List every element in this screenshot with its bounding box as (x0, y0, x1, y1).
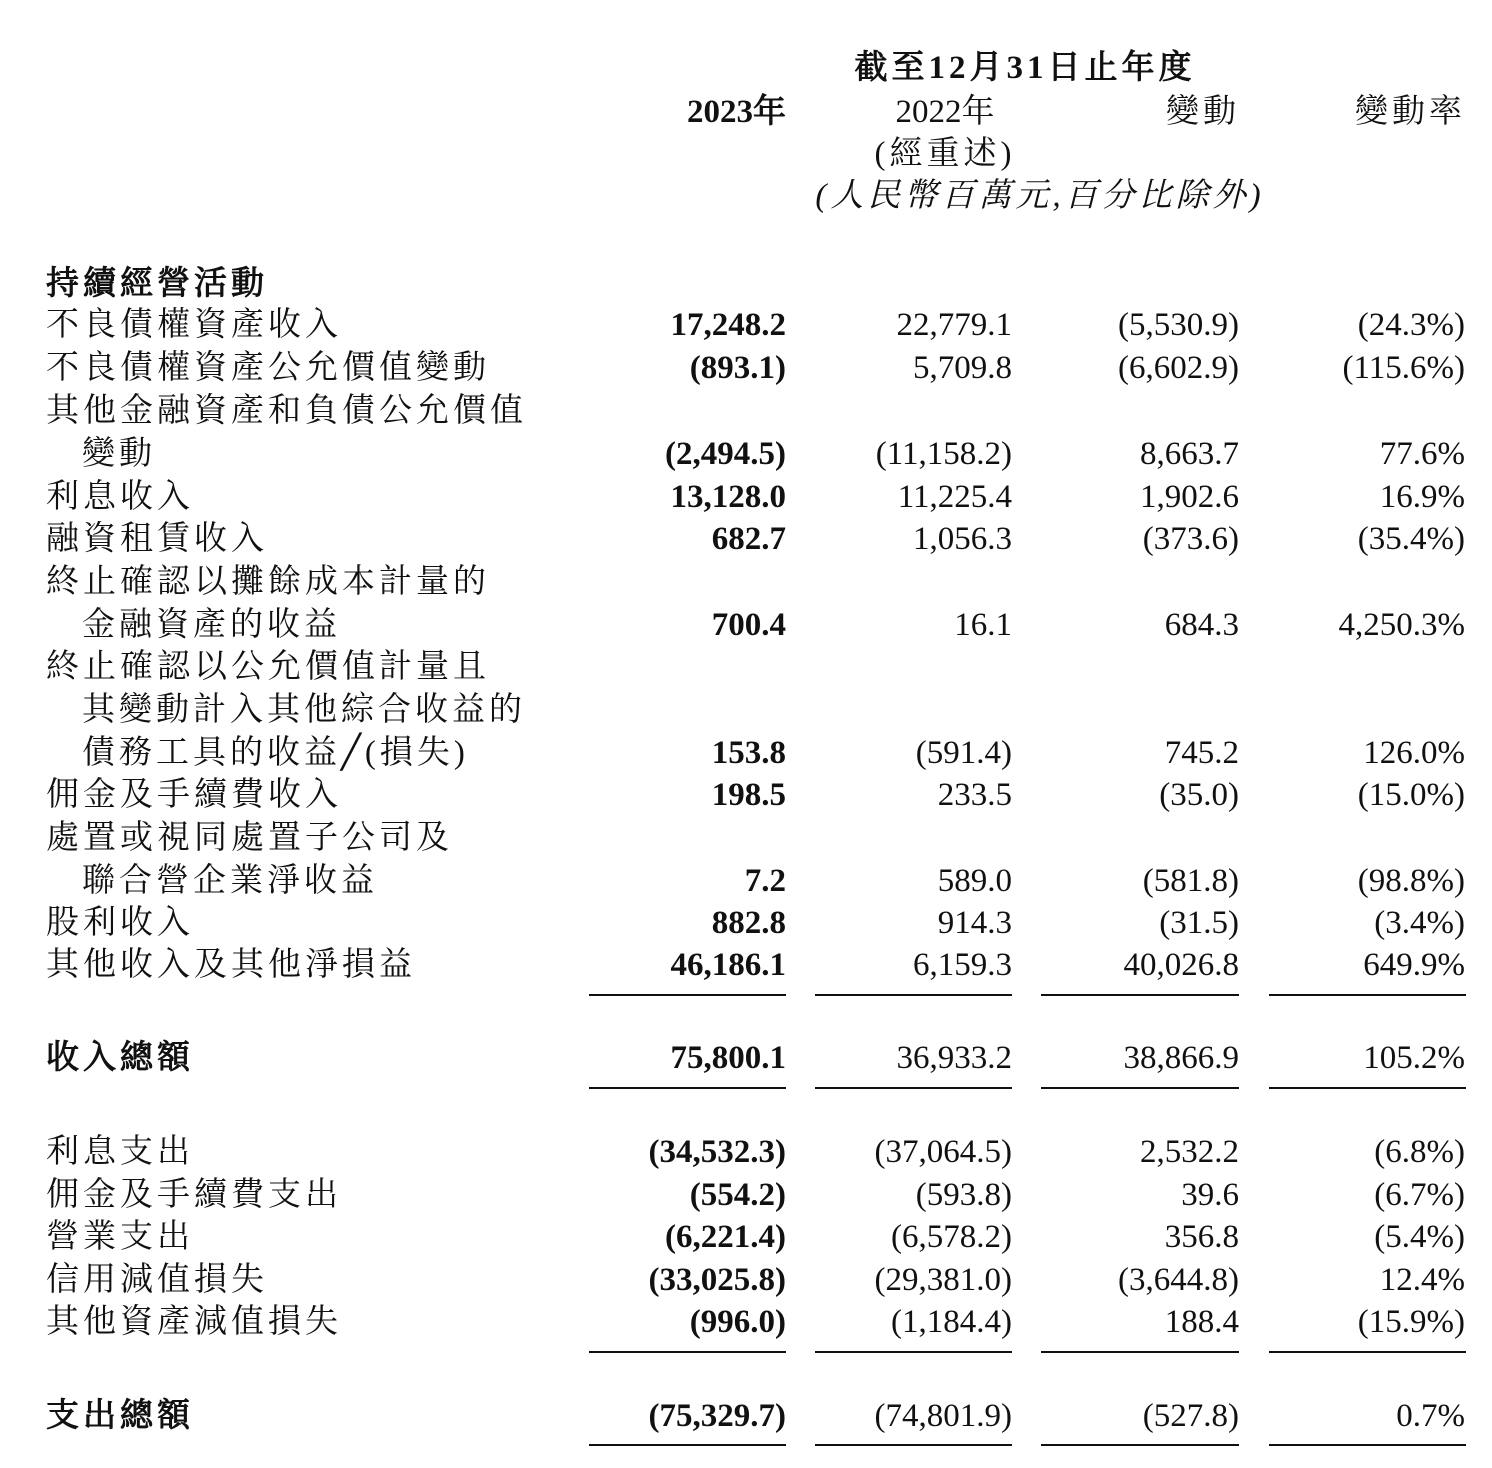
table-row (0, 1259, 1492, 1301)
value-2023: (2,494.5) (665, 436, 786, 472)
total-rule (589, 1444, 786, 1446)
row-label: 收入總額 (46, 1040, 194, 1076)
table-row (0, 774, 1492, 816)
total-rule (1269, 1087, 1466, 1089)
table-row (0, 433, 1492, 475)
value-2022: (593.8) (915, 1177, 1012, 1213)
subtotal-rule (815, 1351, 1012, 1353)
value-2022: 22,779.1 (896, 307, 1012, 343)
value-change: 1,902.6 (1140, 479, 1239, 515)
subtotal-rule (1041, 994, 1239, 996)
value-change: (31.5) (1159, 905, 1239, 941)
value-2022: 11,225.4 (897, 479, 1012, 515)
value-2023: (893.1) (689, 350, 786, 386)
row-label: 其他金融資產和負債公允價值 (46, 393, 527, 429)
table-row (0, 1131, 1492, 1173)
table-row (0, 518, 1492, 560)
row-label: 信用減值損失 (46, 1262, 268, 1298)
row-label: 佣金及手續費支出 (46, 1177, 342, 1213)
value-2023: 7.2 (744, 863, 786, 899)
table-row (0, 902, 1492, 944)
value-change: 38,866.9 (1123, 1040, 1239, 1076)
value-change: 8,663.7 (1140, 436, 1239, 472)
row-label-continued: 其變動計入其他綜合收益的 (82, 692, 526, 728)
value-2023: (33,025.8) (648, 1262, 786, 1298)
row-label: 融資租賃收入 (46, 521, 268, 557)
value-2023: (6,221.4) (665, 1219, 786, 1255)
value-2023: 198.5 (711, 777, 786, 813)
value-2023: 75,800.1 (670, 1040, 786, 1076)
total-rule (589, 1087, 786, 1089)
value-2022: 233.5 (937, 777, 1012, 813)
value-2022: 914.3 (937, 905, 1012, 941)
section-title: 持續經營活動 (46, 266, 268, 302)
column-header-2022: 2022年 (895, 94, 995, 130)
value-change-rate: (5.4%) (1374, 1219, 1465, 1255)
row-label: 終止確認以公允價值計量且 (46, 649, 490, 685)
value-change-rate: (35.4%) (1357, 521, 1465, 557)
value-change: 40,026.8 (1123, 947, 1239, 983)
table-row-label-line (0, 390, 1492, 432)
value-change: (5,530.9) (1118, 307, 1239, 343)
value-change-rate: 126.0% (1363, 735, 1465, 771)
value-2022: 16.1 (954, 607, 1012, 643)
total-rule (1041, 1444, 1239, 1446)
value-change-rate: (15.9%) (1357, 1304, 1465, 1340)
value-change: (3,644.8) (1118, 1262, 1239, 1298)
value-change-rate: 16.9% (1379, 479, 1465, 515)
subtotal-rule (1269, 994, 1466, 996)
value-2023: 46,186.1 (670, 947, 786, 983)
table-row (0, 860, 1492, 902)
value-2023: (554.2) (689, 1177, 786, 1213)
table-row (0, 604, 1492, 646)
total-rule (1269, 1444, 1466, 1446)
value-change-rate: 12.4% (1379, 1262, 1465, 1298)
value-change-rate: (3.4%) (1374, 905, 1465, 941)
value-change-rate: 105.2% (1363, 1040, 1465, 1076)
value-2022: (11,158.2) (875, 436, 1012, 472)
row-label: 不良債權資產公允價值變動 (46, 350, 490, 386)
value-change: 745.2 (1164, 735, 1239, 771)
value-2023: 882.8 (711, 905, 786, 941)
value-2023: 17,248.2 (670, 307, 786, 343)
value-change: (581.8) (1142, 863, 1239, 899)
table-row (0, 304, 1492, 346)
row-label: 其他資產減值損失 (46, 1304, 342, 1340)
value-change-rate: 77.6% (1379, 436, 1465, 472)
subtotal-rule (815, 994, 1012, 996)
table-row (0, 1216, 1492, 1258)
value-change: 188.4 (1164, 1304, 1239, 1340)
table-row (0, 732, 1492, 774)
value-2022: (29,381.0) (874, 1262, 1012, 1298)
row-label: 支出總額 (46, 1398, 194, 1434)
value-2022: (37,064.5) (874, 1134, 1012, 1170)
value-2023: (34,532.3) (648, 1134, 786, 1170)
value-2023: (75,329.7) (648, 1398, 786, 1434)
unit-note: (人民幣百萬元,百分比除外) (815, 178, 1265, 214)
value-change-rate: (98.8%) (1357, 863, 1465, 899)
column-header-change-rate: 變動率 (1355, 94, 1466, 130)
row-label-continued: 變動 (82, 436, 156, 472)
total-rule (815, 1087, 1012, 1089)
row-label: 終止確認以攤餘成本計量的 (46, 564, 490, 600)
restated-note: (經重述) (874, 136, 1016, 172)
table-row (0, 1174, 1492, 1216)
table-row (0, 347, 1492, 389)
total-income-row (0, 1037, 1492, 1079)
value-2022: (74,801.9) (874, 1398, 1012, 1434)
value-change-rate: 4,250.3% (1338, 607, 1465, 643)
value-2023: 13,128.0 (670, 479, 786, 515)
table-row-label-line (0, 817, 1492, 859)
column-header-2023: 2023年 (687, 94, 786, 130)
value-2022: (6,578.2) (891, 1219, 1012, 1255)
value-change: 39.6 (1181, 1177, 1239, 1213)
total-rule (815, 1444, 1012, 1446)
value-2022: 36,933.2 (896, 1040, 1012, 1076)
value-change: (527.8) (1142, 1398, 1239, 1434)
value-2022: 5,709.8 (913, 350, 1012, 386)
value-change-rate: (6.8%) (1374, 1134, 1465, 1170)
table-row-label-line (0, 561, 1492, 603)
value-change-rate: (24.3%) (1357, 307, 1465, 343)
row-label-continued: 金融資產的收益 (82, 607, 341, 643)
value-change: 2,532.2 (1140, 1134, 1239, 1170)
total-rule (1041, 1087, 1239, 1089)
column-header-change: 變動 (1166, 94, 1240, 130)
subtotal-rule (589, 1351, 786, 1353)
value-change-rate: (6.7%) (1374, 1177, 1465, 1213)
row-label-continued: 聯合營企業淨收益 (82, 863, 378, 899)
value-change: (373.6) (1142, 521, 1239, 557)
value-change-rate: 649.9% (1363, 947, 1465, 983)
table-row (0, 944, 1492, 986)
row-label: 營業支出 (46, 1219, 194, 1255)
value-change: 684.3 (1164, 607, 1239, 643)
value-2022: (591.4) (915, 735, 1012, 771)
value-change-rate: (15.0%) (1357, 777, 1465, 813)
value-2022: 6,159.3 (913, 947, 1012, 983)
value-2022: (1,184.4) (891, 1304, 1012, 1340)
value-2022: 589.0 (937, 863, 1012, 899)
period-heading: 截至12月31日止年度 (854, 50, 1196, 86)
row-label: 處置或視同處置子公司及 (46, 820, 453, 856)
value-2023: 682.7 (711, 521, 786, 557)
value-change-rate: 0.7% (1396, 1398, 1465, 1434)
value-2023: 153.8 (711, 735, 786, 771)
row-label: 其他收入及其他淨損益 (46, 947, 416, 983)
table-row (0, 1301, 1492, 1343)
row-label: 股利收入 (46, 905, 194, 941)
row-label: 佣金及手續費收入 (46, 777, 342, 813)
value-change: (6,602.9) (1118, 350, 1239, 386)
row-label: 利息收入 (46, 479, 194, 515)
value-change-rate: (115.6%) (1342, 350, 1465, 386)
subtotal-rule (1041, 1351, 1239, 1353)
value-2023: (996.0) (689, 1304, 786, 1340)
value-change: (35.0) (1159, 777, 1239, 813)
row-label: 不良債權資產收入 (46, 307, 342, 343)
row-label: 利息支出 (46, 1134, 194, 1170)
table-row (0, 476, 1492, 518)
table-row-label-line (0, 689, 1492, 731)
subtotal-rule (1269, 1351, 1466, 1353)
table-row-label-line (0, 646, 1492, 688)
value-2023: 700.4 (711, 607, 786, 643)
value-2022: 1,056.3 (913, 521, 1012, 557)
value-change: 356.8 (1164, 1219, 1239, 1255)
total-expense-row (0, 1395, 1492, 1437)
row-label-continued: 債務工具的收益╱(損失) (82, 735, 469, 771)
subtotal-rule (589, 994, 786, 996)
